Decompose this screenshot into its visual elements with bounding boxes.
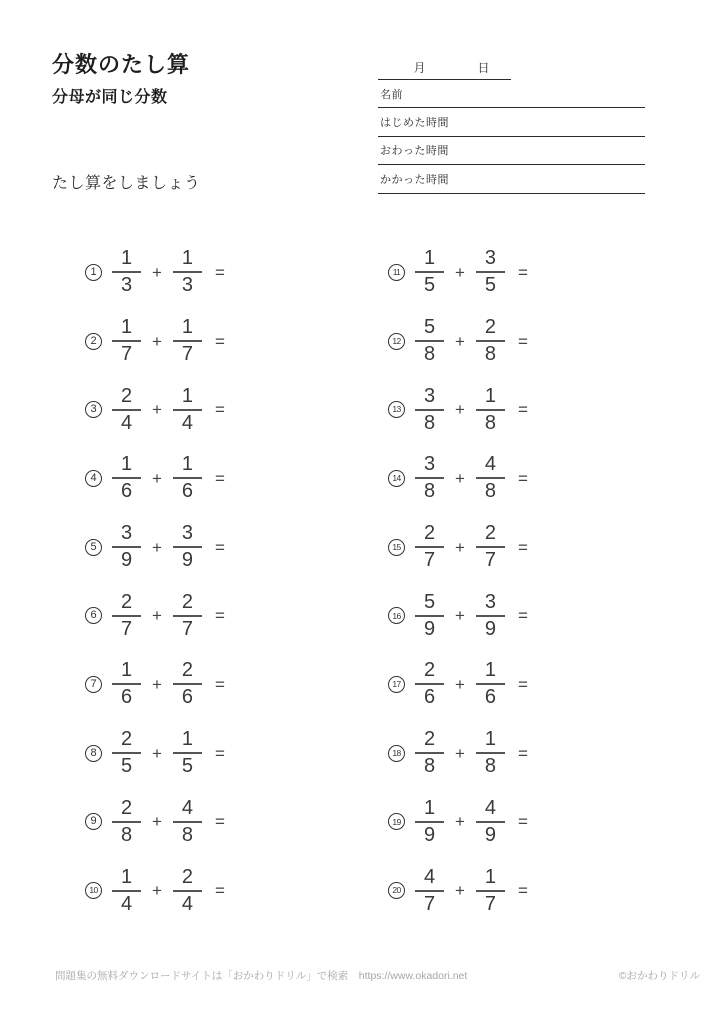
fraction-bar [112,271,141,273]
second-fraction-denominator: 6 [484,686,496,709]
problem-row [388,375,568,444]
fraction-bar [415,546,444,548]
second-fraction [476,523,505,571]
first-fraction-numerator: 4 [423,865,436,888]
problem-number-badge: 13 [388,401,405,418]
second-fraction-numerator: 1 [181,453,193,476]
second-fraction [173,729,202,777]
fraction-bar [173,683,202,685]
answer-space[interactable] [225,458,265,498]
first-fraction [112,248,141,296]
second-fraction [173,523,202,571]
first-fraction-denominator: 6 [120,480,133,503]
second-fraction [476,798,505,846]
date-row[interactable] [378,55,645,80]
second-fraction-denominator: 7 [484,892,496,915]
answer-space[interactable] [225,733,265,773]
first-fraction [415,248,444,296]
first-fraction [112,317,141,365]
fraction-bar [476,821,505,823]
second-fraction [173,386,202,434]
second-fraction-denominator: 8 [181,823,193,846]
plus-sign: + [152,400,162,420]
first-fraction-denominator: 7 [120,617,133,640]
first-fraction-numerator: 1 [423,247,436,270]
equals-sign: = [214,400,225,420]
first-fraction [112,454,141,502]
fraction-bar [476,752,505,754]
second-fraction [173,660,202,708]
answer-space[interactable] [225,252,265,292]
answer-space[interactable] [528,664,568,704]
plus-sign: + [152,262,162,282]
first-fraction-denominator: 4 [120,411,133,434]
plus-sign: + [455,674,465,694]
second-fraction-numerator: 2 [181,590,193,613]
second-fraction [173,248,202,296]
second-fraction-denominator: 8 [484,755,496,778]
second-fraction-numerator: 4 [484,796,496,819]
second-fraction [476,317,505,365]
fraction-bar [476,890,505,892]
second-fraction-numerator: 4 [484,453,496,476]
equals-sign: = [214,881,225,901]
problem-number-badge: 2 [85,333,102,350]
first-fraction-denominator: 8 [423,755,436,778]
problem-row [388,788,568,857]
second-fraction [476,248,505,296]
equals-sign: = [517,468,528,488]
footer-copyright: ©おかわりドリル [618,970,700,982]
fraction-bar [173,409,202,411]
name-field[interactable] [378,80,645,108]
equals-sign: = [517,606,528,626]
first-fraction [112,798,141,846]
month-label: 月 [413,60,426,75]
equals-sign: = [214,674,225,694]
page-title: 分数のたし算 [52,52,191,77]
fraction-bar [415,340,444,342]
plus-sign: + [455,537,465,557]
second-fraction-denominator: 7 [484,549,496,572]
problem-number-badge: 17 [388,676,405,693]
second-fraction-numerator: 1 [181,384,193,407]
info-form [378,55,645,194]
second-fraction-denominator: 5 [484,274,496,297]
second-fraction [476,660,505,708]
plus-sign: + [152,331,162,351]
equals-sign: = [214,468,225,488]
problem-number-badge: 12 [388,333,405,350]
second-fraction-denominator: 9 [484,617,496,640]
problem-number-badge: 19 [388,813,405,830]
start-time-label: はじめた時間 [380,117,449,130]
second-fraction-denominator: 4 [181,892,193,915]
second-fraction [173,592,202,640]
first-fraction [112,867,141,915]
second-fraction [476,867,505,915]
plus-sign: + [455,331,465,351]
first-fraction [415,523,444,571]
plus-sign: + [455,400,465,420]
first-fraction [415,592,444,640]
equals-sign: = [517,331,528,351]
problem-row [85,513,265,582]
end-time-field[interactable] [378,137,645,165]
first-fraction [112,592,141,640]
problem-row [85,650,265,719]
second-fraction-denominator: 9 [484,823,496,846]
plus-sign: + [455,468,465,488]
plus-sign: + [152,743,162,763]
problem-number-badge: 6 [85,607,102,624]
first-fraction-numerator: 1 [120,865,133,888]
first-fraction-denominator: 8 [423,480,436,503]
second-fraction [173,454,202,502]
problem-row [85,788,265,857]
problem-number-badge: 15 [388,539,405,556]
first-fraction-numerator: 2 [423,728,436,751]
second-fraction-numerator: 1 [484,865,496,888]
plus-sign: + [455,262,465,282]
first-fraction-denominator: 9 [423,823,436,846]
equals-sign: = [517,400,528,420]
elapsed-time-label: かかった時間 [380,173,449,186]
first-fraction-denominator: 5 [423,274,436,297]
answer-space[interactable] [528,321,568,361]
problems-column-right [388,238,568,925]
answer-space[interactable] [528,802,568,842]
fraction-bar [415,683,444,685]
first-fraction-denominator: 3 [120,274,133,297]
second-fraction [476,592,505,640]
first-fraction-denominator: 9 [423,617,436,640]
fraction-bar [173,752,202,754]
second-fraction-numerator: 2 [181,865,193,888]
second-fraction-denominator: 8 [484,343,496,366]
first-fraction-denominator: 8 [120,823,133,846]
problem-number-badge: 9 [85,813,102,830]
fraction-bar [415,821,444,823]
first-fraction-numerator: 1 [120,316,133,339]
first-fraction-numerator: 1 [120,247,133,270]
first-fraction-numerator: 2 [120,796,133,819]
first-fraction-denominator: 6 [120,686,133,709]
second-fraction [173,867,202,915]
second-fraction-denominator: 3 [181,274,193,297]
answer-space[interactable] [225,321,265,361]
first-fraction [415,317,444,365]
first-fraction-denominator: 4 [120,892,133,915]
second-fraction-denominator: 5 [181,755,193,778]
first-fraction-denominator: 9 [120,549,133,572]
problem-number-badge: 3 [85,401,102,418]
answer-space[interactable] [528,733,568,773]
first-fraction-denominator: 6 [423,686,436,709]
first-fraction-numerator: 2 [423,659,436,682]
problems-column-left [85,238,265,925]
second-fraction-denominator: 7 [181,343,193,366]
first-fraction [112,660,141,708]
fraction-bar [112,821,141,823]
second-fraction-denominator: 7 [181,617,193,640]
answer-space[interactable] [225,802,265,842]
fraction-bar [173,890,202,892]
answer-space[interactable] [225,596,265,636]
problem-number-badge: 5 [85,539,102,556]
first-fraction-numerator: 2 [120,728,133,751]
first-fraction [415,798,444,846]
fraction-bar [112,409,141,411]
problem-number-badge: 10 [85,882,102,899]
second-fraction-numerator: 3 [484,247,496,270]
problem-row [85,238,265,307]
start-time-field[interactable] [378,108,645,136]
problem-row [388,238,568,307]
problem-row [85,581,265,650]
plus-sign: + [152,468,162,488]
first-fraction [415,386,444,434]
plus-sign: + [152,674,162,694]
first-fraction [112,523,141,571]
fraction-bar [415,409,444,411]
first-fraction-numerator: 2 [423,522,436,545]
fraction-bar [112,615,141,617]
fraction-bar [173,477,202,479]
page-subtitle: 分母が同じ分数 [52,89,168,106]
second-fraction-numerator: 2 [181,659,193,682]
fraction-bar [173,340,202,342]
problem-row [85,719,265,788]
first-fraction-denominator: 5 [120,755,133,778]
problem-number-badge: 11 [388,264,405,281]
answer-space[interactable] [225,664,265,704]
date-underline [378,55,511,80]
fraction-bar [415,752,444,754]
answer-space[interactable] [225,390,265,430]
second-fraction [476,454,505,502]
second-fraction-numerator: 1 [484,728,496,751]
second-fraction-numerator: 1 [181,728,193,751]
second-fraction-numerator: 1 [484,384,496,407]
name-label: 名前 [380,88,403,101]
plus-sign: + [152,537,162,557]
answer-space[interactable] [528,252,568,292]
equals-sign: = [517,262,528,282]
fraction-bar [415,615,444,617]
problem-number-badge: 16 [388,607,405,624]
first-fraction-numerator: 3 [120,522,133,545]
second-fraction-numerator: 3 [181,522,193,545]
answer-space[interactable] [225,527,265,567]
equals-sign: = [517,743,528,763]
answer-space[interactable] [225,871,265,911]
first-fraction [112,729,141,777]
plus-sign: + [152,812,162,832]
fraction-bar [476,271,505,273]
equals-sign: = [214,606,225,626]
answer-space[interactable] [528,458,568,498]
plus-sign: + [455,881,465,901]
second-fraction-denominator: 6 [181,480,193,503]
problem-row [388,719,568,788]
second-fraction [476,729,505,777]
problem-row [85,375,265,444]
problem-row [85,444,265,513]
equals-sign: = [517,881,528,901]
second-fraction-denominator: 8 [484,411,496,434]
second-fraction-numerator: 1 [484,659,496,682]
plus-sign: + [455,743,465,763]
first-fraction-denominator: 7 [423,549,436,572]
second-fraction-denominator: 9 [181,549,193,572]
fraction-bar [415,271,444,273]
first-fraction-numerator: 2 [120,590,133,613]
first-fraction [415,660,444,708]
elapsed-time-field[interactable] [378,165,645,193]
fraction-bar [415,890,444,892]
fraction-bar [476,409,505,411]
fraction-bar [476,546,505,548]
first-fraction-numerator: 5 [423,316,436,339]
first-fraction-numerator: 1 [120,659,133,682]
second-fraction-denominator: 8 [484,480,496,503]
first-fraction-numerator: 1 [423,796,436,819]
first-fraction-numerator: 3 [423,384,436,407]
fraction-bar [112,340,141,342]
problem-row [85,856,265,925]
fraction-bar [112,683,141,685]
second-fraction-denominator: 6 [181,686,193,709]
plus-sign: + [152,881,162,901]
problem-row [388,581,568,650]
footer-site-note: 問題集の無料ダウンロードサイトは「おかわりドリル」で検索 https://www.okadori.net [55,970,468,982]
fraction-bar [112,546,141,548]
second-fraction-denominator: 4 [181,411,193,434]
equals-sign: = [517,537,528,557]
second-fraction-numerator: 1 [181,247,193,270]
first-fraction-denominator: 8 [423,411,436,434]
first-fraction-numerator: 1 [120,453,133,476]
problem-number-badge: 18 [388,745,405,762]
equals-sign: = [517,812,528,832]
end-time-label: おわった時間 [380,145,449,158]
problem-number-badge: 8 [85,745,102,762]
first-fraction-numerator: 2 [120,384,133,407]
first-fraction-numerator: 5 [423,590,436,613]
first-fraction-denominator: 7 [120,343,133,366]
second-fraction-numerator: 4 [181,796,193,819]
fraction-bar [173,615,202,617]
answer-space[interactable] [528,390,568,430]
fraction-bar [476,615,505,617]
first-fraction [415,867,444,915]
day-label: 日 [477,60,490,75]
problem-row [388,650,568,719]
answer-space[interactable] [528,596,568,636]
equals-sign: = [214,743,225,763]
fraction-bar [476,340,505,342]
first-fraction-numerator: 3 [423,453,436,476]
fraction-bar [112,752,141,754]
fraction-bar [112,477,141,479]
first-fraction [415,729,444,777]
second-fraction-numerator: 2 [484,316,496,339]
instruction-text: たし算をしましょう [52,175,201,192]
plus-sign: + [152,606,162,626]
second-fraction-numerator: 1 [181,316,193,339]
plus-sign: + [455,606,465,626]
first-fraction [112,386,141,434]
second-fraction [173,798,202,846]
problem-number-badge: 4 [85,470,102,487]
problem-row [388,856,568,925]
second-fraction-numerator: 2 [484,522,496,545]
equals-sign: = [214,812,225,832]
problem-row [388,307,568,376]
equals-sign: = [214,262,225,282]
problem-row [388,513,568,582]
fraction-bar [173,546,202,548]
fraction-bar [476,683,505,685]
second-fraction-numerator: 3 [484,590,496,613]
second-fraction [173,317,202,365]
equals-sign: = [214,537,225,557]
problem-number-badge: 1 [85,264,102,281]
problem-row [388,444,568,513]
second-fraction [476,386,505,434]
first-fraction [415,454,444,502]
fraction-bar [112,890,141,892]
fraction-bar [476,477,505,479]
fraction-bar [415,477,444,479]
first-fraction-denominator: 7 [423,892,436,915]
problem-number-badge: 7 [85,676,102,693]
first-fraction-denominator: 8 [423,343,436,366]
answer-space[interactable] [528,527,568,567]
problem-row [85,307,265,376]
problem-number-badge: 14 [388,470,405,487]
fraction-bar [173,271,202,273]
answer-space[interactable] [528,871,568,911]
problem-number-badge: 20 [388,882,405,899]
equals-sign: = [214,331,225,351]
fraction-bar [173,821,202,823]
plus-sign: + [455,812,465,832]
equals-sign: = [517,674,528,694]
